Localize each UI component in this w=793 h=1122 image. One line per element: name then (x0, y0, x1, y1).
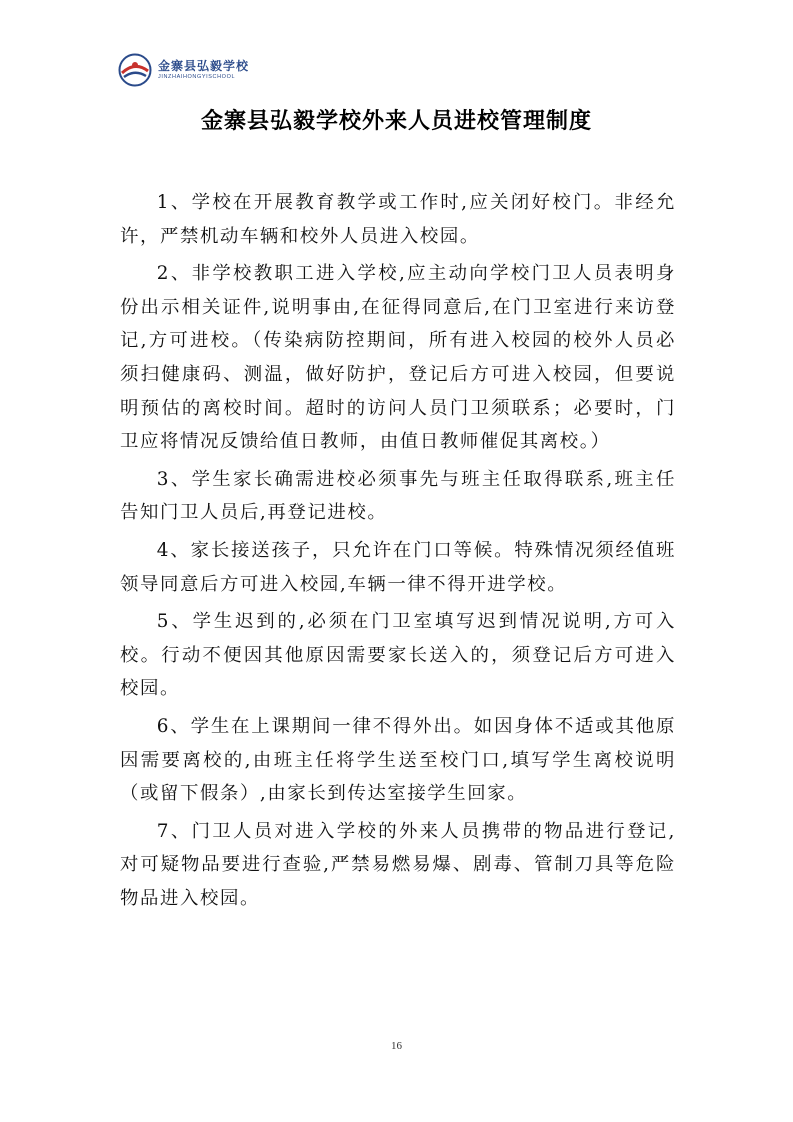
document-body (120, 186, 676, 919)
paragraph: 5、学生迟到的,必须在门卫室填写迟到情况说明,方可入校。行动不便因其他原因需要家长送入的，须登记后方可进入校园。 (120, 611, 676, 700)
paragraph: 2、非学校教职工进入学校,应主动向学校门卫人员表明身份出示相关证件,说明事由,在征得同意后,在门卫室进行来访登记,方可进校。（传染病防控期间，所有进入校园的校外人员必须扫健康码、测温，做好防护，登记后方可进入校园，但要说明预估的离校时间。超时的访问人员门卫须联系；必要时，门卫应将情况反馈给值日教师，由值日教师催促其离校。） (120, 263, 676, 453)
logo-text (158, 59, 249, 81)
page-number: 16 (391, 1040, 402, 1052)
logo-english-name: JINZHAIHONGYISCHOOL (158, 74, 236, 80)
paragraph: 3、学生家长确需进校必须事先与班主任取得联系,班主任告知门卫人员后,再登记进校。 (120, 468, 676, 524)
paragraph: 1、学校在开展教育教学或工作时,应关闭好校门。非经允许，严禁机动车辆和校外人员进入校园。 (120, 192, 676, 247)
paragraph: 6、学生在上课期间一律不得外出。如因身体不适或其他原因需要离校的,由班主任将学生送至校门口,填写学生离校说明（或留下假条）,由家长到传达室接学生回家。 (120, 715, 676, 805)
document-title: 金寨县弘毅学校外来人员进校管理制度 (200, 108, 592, 134)
school-header (118, 52, 249, 88)
paragraph: 7、门卫人员对进入学校的外来人员携带的物品进行登记,对可疑物品要进行查验,严禁易燃易爆、剧毒、管制刀具等危险物品进入校园。 (120, 820, 676, 909)
school-logo-icon (118, 53, 152, 87)
paragraph: 4、家长接送孩子，只允许在门口等候。特殊情况须经值班领导同意后方可进入校园,车辆一律不得开进学校。 (120, 539, 676, 595)
logo-chinese-name: 金寨县弘毅学校 (158, 59, 250, 73)
